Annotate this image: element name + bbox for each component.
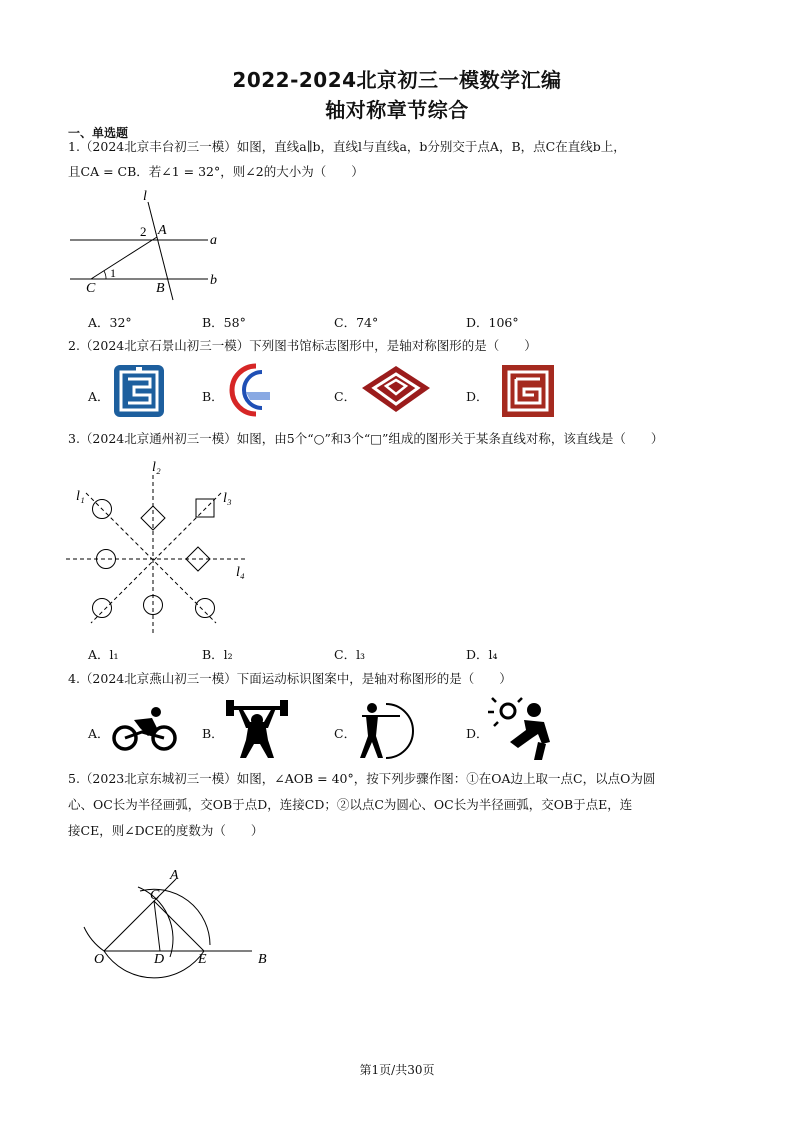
q1-text-line1: 1.（2024北京丰台初三一模）如图，直线a∥b，直线l与直线a，b分别交于点A，B，点C在直线b上， (68, 139, 626, 154)
q3-label-l2: l₂ (152, 460, 161, 475)
q2-logo-d (502, 365, 554, 417)
q1-label-A: A (158, 223, 167, 238)
q4-option-d[interactable]: D． (466, 726, 489, 741)
q4-text: 4.（2024北京燕山初三一模）下面运动标识图案中，是轴对称图形的是（ ） (68, 671, 512, 686)
q2-text: 2.（2024北京石景山初三一模）下列图书馆标志图形中，是轴对称图形的是（ ） (68, 338, 537, 353)
q5-label-D: D (154, 952, 165, 967)
q5-label-E: E (198, 952, 207, 967)
page-footer: 第1页/共30页 (359, 1063, 435, 1077)
q1-label-C: C (86, 281, 96, 296)
q2-option-b[interactable]: B． (202, 389, 224, 404)
q1-option-a[interactable]: A．32° (88, 315, 132, 330)
q1-label-b: b (210, 273, 217, 288)
q4-option-b[interactable]: B． (202, 726, 224, 741)
q3-option-d[interactable]: D．l₄ (466, 647, 498, 662)
q2-logo-a (114, 365, 164, 417)
q5-text-line1: 5.（2023北京东城初三一模）如图，∠AOB = 40°，按下列步骤作图：①在OA边上取一点C，以点O为圆 (68, 771, 656, 786)
q3-label-l4: l₄ (236, 565, 245, 580)
q3-figure (66, 455, 256, 640)
q5-label-B: B (258, 952, 267, 967)
q3-label-l1: l₁ (76, 489, 85, 504)
q1-option-b[interactable]: B．58° (202, 315, 246, 330)
q3-label-l3: l₃ (223, 491, 232, 506)
q1-label-a: a (210, 233, 217, 248)
q5-label-O: O (94, 952, 105, 967)
q2-logo-b (226, 362, 274, 418)
q1-label-2: 2 (140, 224, 147, 239)
section-heading: 一、单选题 (68, 126, 129, 140)
q3-text: 3.（2024北京通州初三一模）如图，由5个“○”和3个“□”组成的图形关于某条直线对称，该直线是（ ） (68, 431, 664, 446)
q3-option-c[interactable]: C．l₃ (334, 647, 366, 662)
page-subtitle: 轴对称章节综合 (325, 98, 469, 122)
q5-label-A: A (170, 868, 179, 883)
volleyball-player-icon (488, 698, 554, 760)
q1-text-line2: 且CA = CB．若∠1 = 32°，则∠2的大小为（ ） (68, 164, 364, 179)
q5-text-line3: 接CE，则∠DCE的度数为（ ） (68, 823, 264, 838)
q5-figure (80, 865, 280, 975)
q1-label-1: 1 (110, 266, 116, 280)
page-title: 2022-2024北京初三一模数学汇编 (232, 68, 562, 92)
q2-logo-c (360, 364, 432, 416)
q1-label-B: B (156, 281, 165, 296)
q5-label-C: C (150, 888, 160, 903)
q2-option-a[interactable]: A． (88, 389, 110, 404)
q1-figure (60, 190, 230, 310)
q2-option-d[interactable]: D． (466, 389, 489, 404)
q1-label-l: l (143, 189, 147, 204)
q5-text-line2: 心、OC长为半径画弧，交OB于点D，连接CD；②以点C为圆心、OC长为半径画弧，交OB于点E，连 (68, 797, 633, 812)
q4-option-a[interactable]: A． (88, 726, 110, 741)
q1-option-c[interactable]: C．74° (334, 315, 379, 330)
archer-icon (356, 702, 406, 760)
q3-option-a[interactable]: A．l₁ (88, 647, 119, 662)
weightlifter-icon (224, 700, 290, 760)
q2-option-c[interactable]: C． (334, 389, 357, 404)
q1-option-d[interactable]: D．106° (466, 315, 519, 330)
cyclist-icon (112, 706, 178, 752)
q4-option-c[interactable]: C． (334, 726, 357, 741)
q3-option-b[interactable]: B．l₂ (202, 647, 233, 662)
